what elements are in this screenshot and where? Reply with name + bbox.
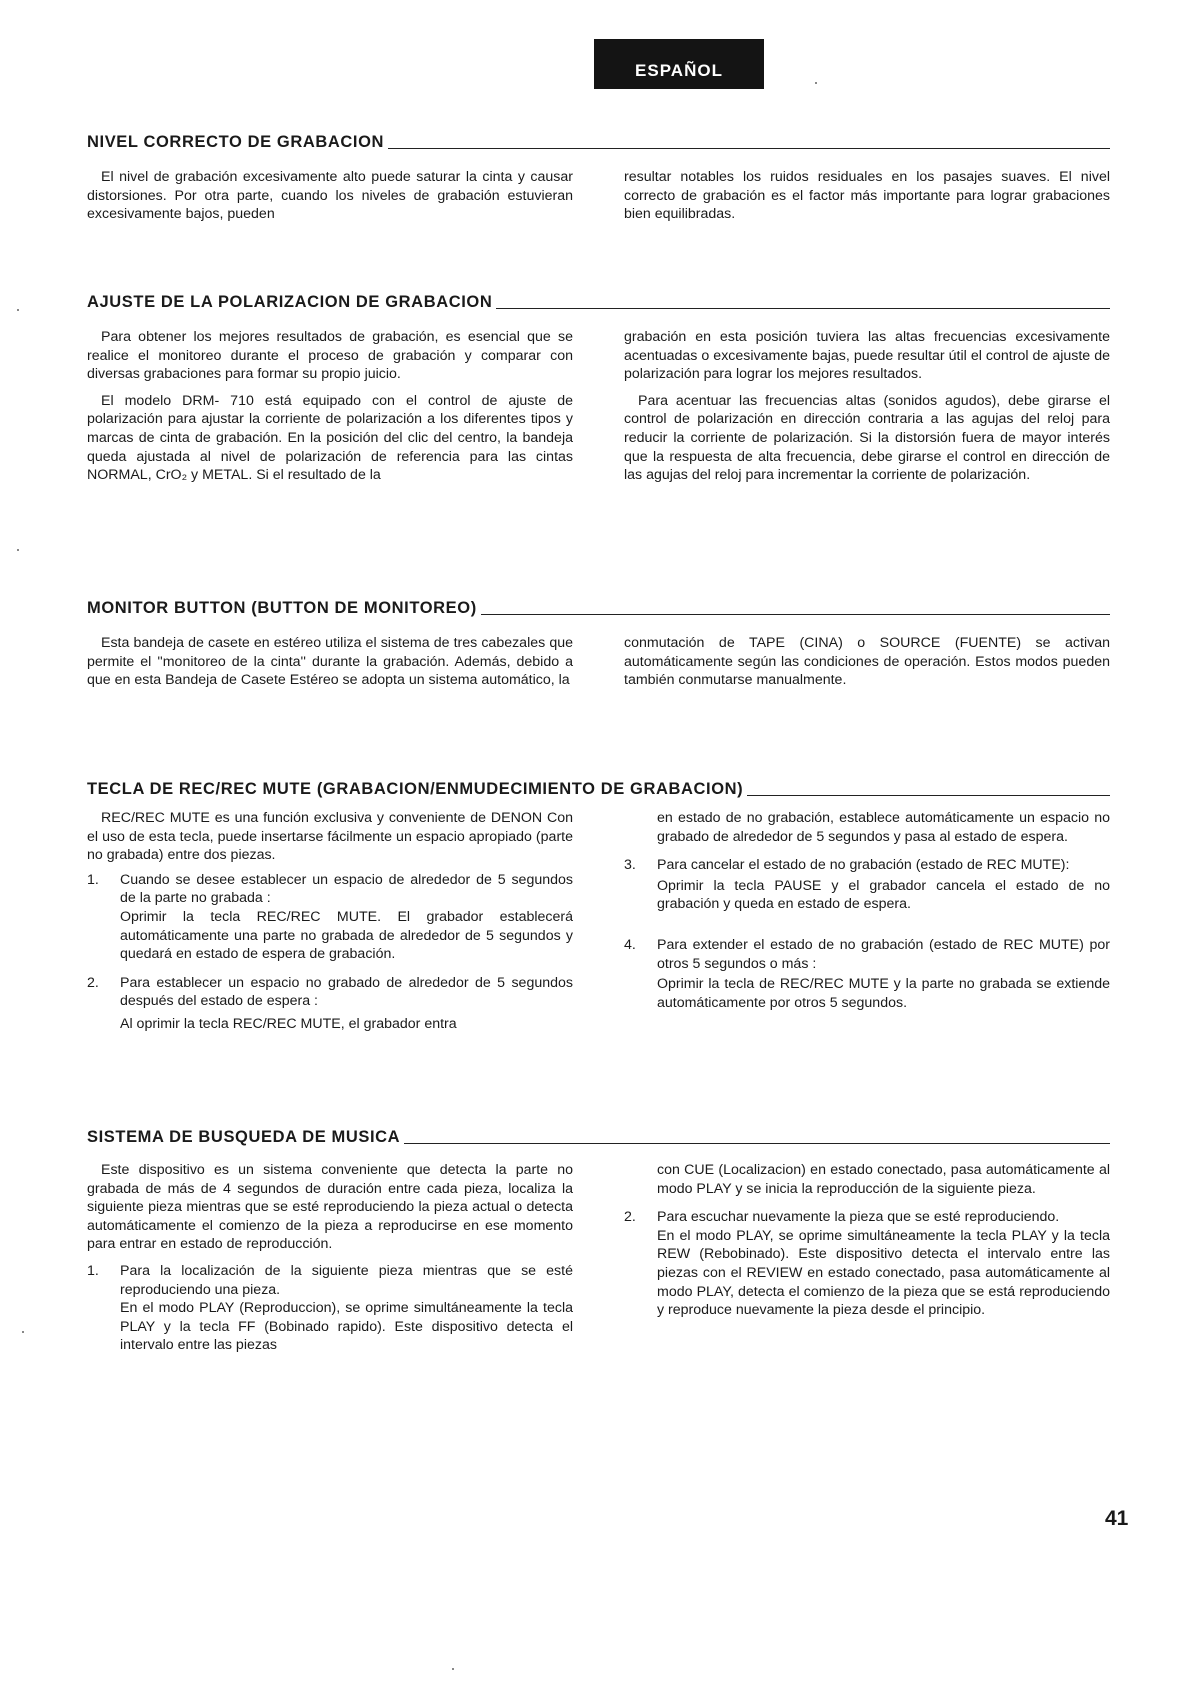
paragraph: REC/REC MUTE es una función exclusiva y conveniente de DENON Con el uso de esta tecla, puede insertarse fácilmente un espacio apropiado (parte no grabada) entre dos piezas.: [87, 810, 573, 864]
numbered-list: [87, 871, 573, 1034]
section-title: MONITOR BUTTON (BUTTON DE MONITOREO): [87, 599, 1110, 618]
scan-speck: [22, 1331, 24, 1333]
item-text: Para cancelar el estado de no grabación (estado de REC MUTE):: [657, 857, 1070, 874]
item-text: Al oprimir la tecla REC/REC MUTE, el grabador entra: [120, 1015, 457, 1032]
left-column: [87, 1161, 573, 1355]
item-number: 1.: [87, 1262, 99, 1279]
left-column: [87, 328, 573, 485]
section-tecla-rec-mute: [87, 780, 1110, 1034]
section-busqueda-musica: [87, 1128, 1110, 1355]
section-title: SISTEMA DE BUSQUEDA DE MUSICA: [87, 1128, 1110, 1147]
item-number: 4.: [624, 936, 636, 953]
left-column: [87, 168, 573, 224]
paragraph: El nivel de grabación excesivamente alto puede saturar la cinta y causar distorsiones. Por otra parte, cuando los niveles de grabación estuvieran excesivamente bajos, pueden: [87, 169, 573, 223]
item-text: Para extender el estado de no grabación (estado de REC MUTE) por otros 5 segundos o más :: [657, 936, 1110, 972]
right-column: [624, 328, 1110, 485]
paragraph: Esta bandeja de casete en estéreo utiliza el sistema de tres cabezales que permite el ''monitoreo de la cinta'' durante la grabación. Además, debido a que en esta Bandeja de Casete Estéreo se adopta un sistema automático, la: [87, 635, 573, 689]
paragraph: con CUE (Localizacion) en estado conectado, pasa automáticamente al modo PLAY y se inicia la reproducción de la siguiente pieza.: [657, 1162, 1110, 1197]
item-text: En el modo PLAY (Reproduccion), se oprime simultáneamente la tecla PLAY y la tecla FF (Bobinado rapido). Este dispositivo detecta el intervalo entre las piezas: [120, 1300, 573, 1354]
scan-speck: [452, 1668, 454, 1670]
left-column: [87, 809, 573, 1034]
item-text: En el modo PLAY, se oprime simultáneamente la tecla PLAY y la tecla REW (Rebobinado). Este dispositivo detecta el intervalo entre las piezas con el REVIEW en estado conectado, pasa automáticamente al modo PLAY, detecta el comienzo de la pieza que se está reproduciendo y reproduce nuevamente la pieza desde el principio.: [657, 1227, 1110, 1319]
scan-speck: [17, 309, 19, 311]
item-text: Para la localización de la siguiente pieza mientras que se esté reproduciendo una pieza.: [120, 1262, 573, 1298]
right-column: [624, 634, 1110, 690]
paragraph: El modelo DRM- 710 está equipado con el control de ajuste de polarización para ajustar la corriente de polarización a los diferentes tipos y marcas de cinta de grabación. En la posición del clic del centro, la bandeja queda ajustada al nivel de polarización de referencia para las cintas NORMAL, CrO₂ y METAL. Si el resultado de la: [87, 392, 573, 484]
item-text: Para establecer un espacio no grabado de alrededor de 5 segundos después del estado de espera :: [120, 974, 573, 1010]
item-number: 2.: [87, 974, 99, 991]
title-rule: [496, 308, 1110, 309]
item-text: Oprimir la tecla PAUSE y el grabador cancela el estado de no grabación y queda en estado de espera.: [657, 877, 1110, 913]
scan-speck: [17, 549, 19, 551]
title-rule: [481, 614, 1110, 615]
paragraph: Este dispositivo es un sistema conveniente que detecta la parte no grabada de más de 4 segundos de duración entre cada pieza, localiza la siguiente pieza mientras que se esté reproduciendo la pieza actual o detecta automáticamente el comienzo de la pieza a reproducirse en ese momento para entrar en estado de reproducción.: [87, 1162, 573, 1253]
item-text: Para escuchar nuevamente la pieza que se esté reproduciendo.: [657, 1209, 1060, 1226]
right-column: [624, 809, 1110, 1034]
section-monitor-button: [87, 599, 1110, 690]
numbered-list: [624, 1208, 1110, 1320]
title-rule: [404, 1143, 1110, 1144]
item-number: 2.: [624, 1209, 636, 1226]
section-title: TECLA DE REC/REC MUTE (GRABACION/ENMUDECIMIENTO DE GRABACION): [87, 780, 1110, 799]
section-title: AJUSTE DE LA POLARIZACION DE GRABACION: [87, 293, 1110, 312]
section-ajuste-polarizacion: [87, 293, 1110, 485]
list-item: [87, 974, 573, 1034]
left-column: [87, 634, 573, 690]
title-rule: [388, 148, 1110, 149]
section-title: NIVEL CORRECTO DE GRABACION: [87, 133, 1110, 152]
right-column: [624, 168, 1110, 224]
item-text: Oprimir la tecla REC/REC MUTE. El grabador establecerá automáticamente una parte no grabada de alrededor de 5 segundos y quedará en estado de espera de grabación.: [120, 908, 573, 963]
right-column: [624, 1161, 1110, 1355]
list-item: [87, 871, 573, 964]
paragraph: conmutación de TAPE (CINA) o SOURCE (FUENTE) se activan automáticamente según las condiciones de operación. Estos modos pueden también conmutarse manualmente.: [624, 635, 1110, 689]
item-number: 3.: [624, 857, 636, 874]
item-number: 1.: [87, 871, 99, 888]
paragraph: resultar notables los ruidos residuales en los pasajes suaves. El nivel correcto de grabación es el factor más importante para lograr grabaciones bien equilibradas.: [624, 169, 1110, 223]
list-item: [624, 1208, 1110, 1320]
paragraph: grabación en esta posición tuviera las altas frecuencias excesivamente acentuadas o excesivamente bajas, puede resultar útil el control de ajuste de polarización para lograr los mejores resultados.: [624, 329, 1110, 383]
item-text: Oprimir la tecla de REC/REC MUTE y la parte no grabada se extiende automáticamente por otros 5 segundos.: [657, 976, 1110, 1011]
page-number: 41: [1105, 1507, 1129, 1530]
scan-speck: [815, 82, 817, 84]
item-text: Cuando se desee establecer un espacio de alrededor de 5 segundos de la parte no grabada :: [120, 871, 573, 907]
title-rule: [747, 795, 1110, 796]
numbered-list: [87, 1262, 573, 1355]
list-item: [624, 936, 1110, 1012]
paragraph: Para acentuar las frecuencias altas (sonidos agudos), debe girarse el control de polarización en dirección contraria a las agujas del reloj para reducir la corriente de polarización. Si la distorsión fuera de mayor interés que la respuesta de alta frecuencia, debe girarse el control en dirección de las agujas del reloj para incrementar la corriente de polarización.: [624, 392, 1110, 484]
language-tab: ESPAÑOL: [594, 39, 764, 89]
paragraph: en estado de no grabación, establece automáticamente un espacio no grabado de alrededor de 5 segundos y pasa al estado de espera.: [657, 810, 1110, 845]
list-item: [87, 1262, 573, 1355]
section-nivel-correcto: [87, 133, 1110, 224]
list-item: [624, 856, 1110, 914]
paragraph: Para obtener los mejores resultados de grabación, es esencial que se realice el monitoreo durante el proceso de grabación y comparar con diversas grabaciones para formar su propio juicio.: [87, 329, 573, 383]
numbered-list: [624, 856, 1110, 1012]
